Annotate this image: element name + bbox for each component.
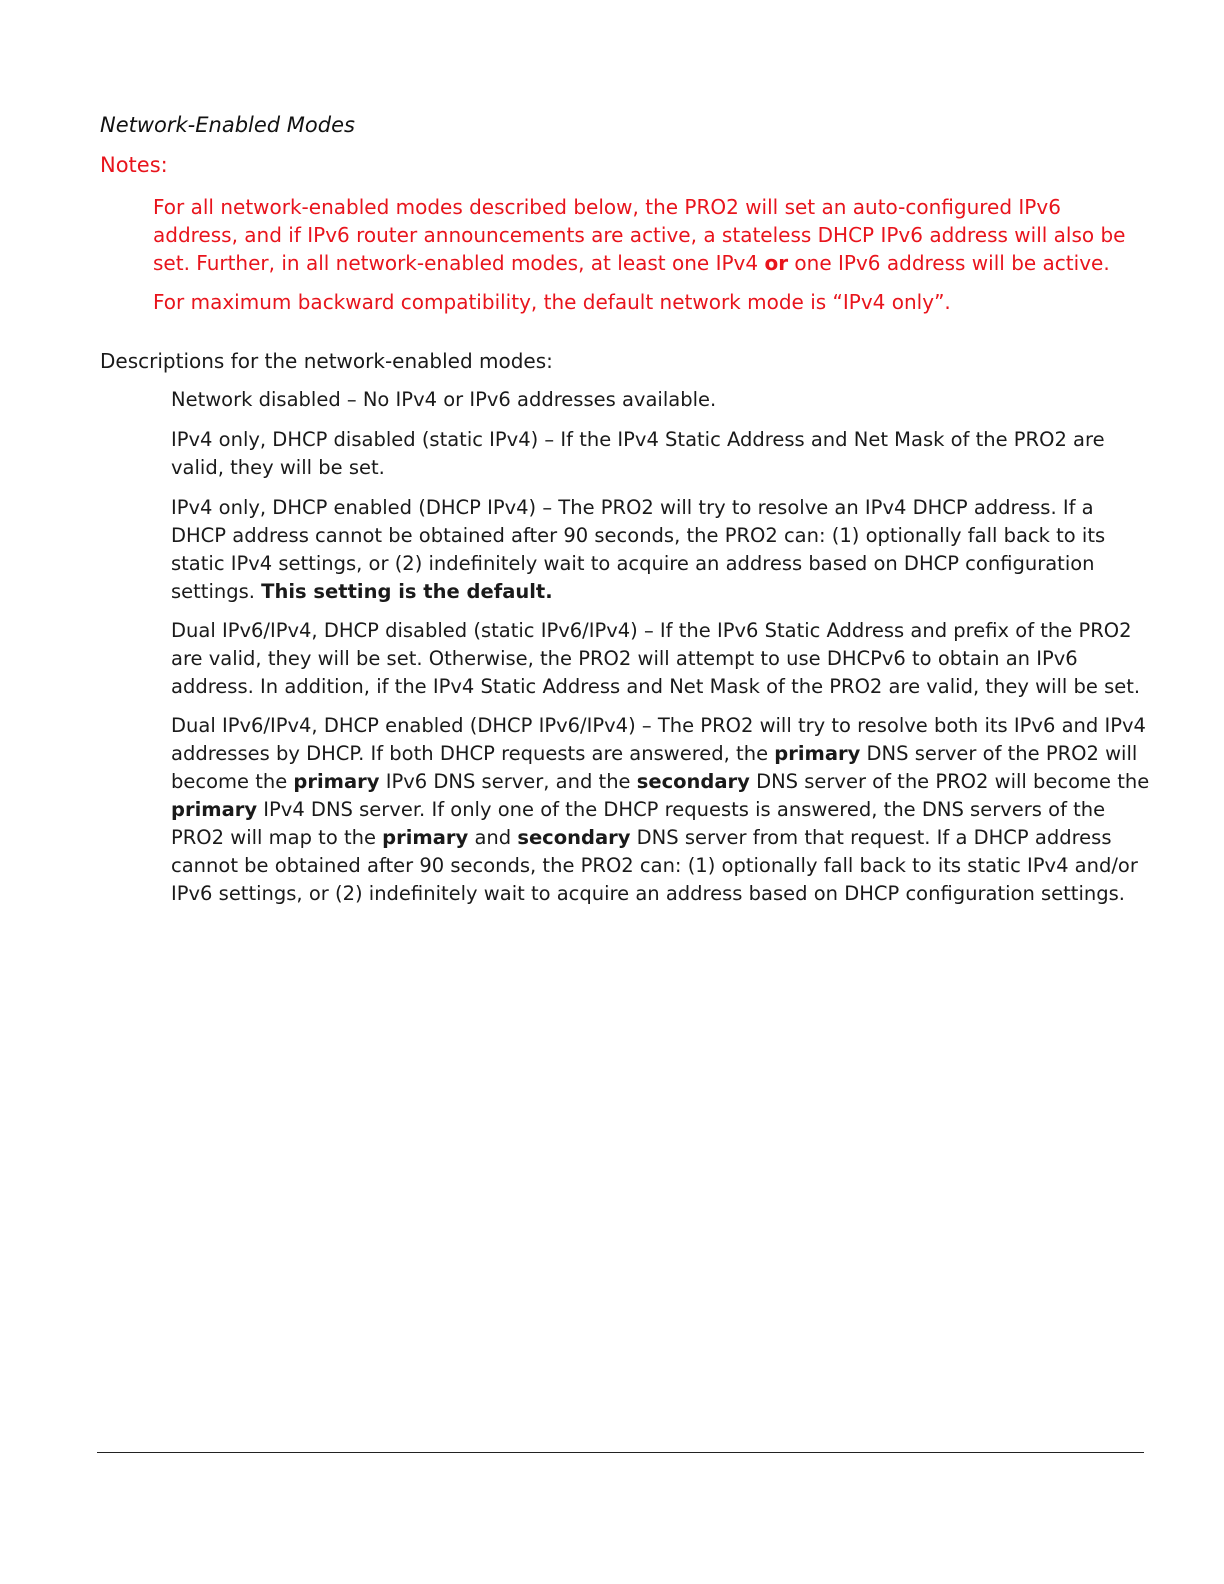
notes-heading: Notes: [100,153,168,177]
mode-text: DNS server of the PRO2 will become the [749,770,1150,793]
emphasis-primary: primary [171,798,258,821]
note-backward-compat: For maximum backward compatibility, the default network mode is “IPv4 only”. [153,290,951,314]
mode-text: DNS server of the PRO2 will become the [171,742,1138,793]
mode-network-disabled: Network disabled – No IPv4 or IPv6 addresses available. [171,388,717,411]
note-emphasis: or [764,251,789,275]
emphasis-secondary: secondary [517,826,631,849]
mode-dual-dhcp [171,712,1151,908]
mode-text: IPv6 DNS server, and the [379,770,637,793]
note-text: For all network-enabled modes described below, the PRO2 will set an auto-configured IPv6 address, and if IPv6 router announcements are active, a stateless DHCP IPv6 address will also be set. Further, in all network-enabled modes, at least one IPv4 [153,195,1126,275]
section-title: Network-Enabled Modes [100,113,355,137]
descriptions-intro: Descriptions for the network-enabled modes: [100,349,553,373]
note-text: one IPv6 address will be active. [788,251,1110,275]
emphasis-secondary: secondary [636,770,750,793]
footer-divider [97,1452,1144,1453]
emphasis-primary: primary [774,742,861,765]
mode-text: DNS server from that request. If a DHCP address cannot be obtained after 90 seconds, the PRO2 can: (1) optionally fall back to its static IPv4 and/or IPv6 settings, or (2) indefinitely wait to acquire an address based on DHCP configuration settings. [171,826,1138,905]
mode-ipv4-static: IPv4 only, DHCP disabled (static IPv4) – If the IPv4 Static Address and Net Mask of the PRO2 are valid, they will be set. [171,428,1105,479]
mode-text: IPv4 DNS server. If only one of the DHCP requests is answered, the DNS servers of the PRO2 will map to the [171,798,1106,849]
mode-text: and [468,826,518,849]
mode-ipv4-dhcp [171,494,1151,606]
emphasis-primary: primary [293,770,380,793]
mode-dual-static: Dual IPv6/IPv4, DHCP disabled (static IPv6/IPv4) – If the IPv6 Static Address and prefix of the PRO2 are valid, they will be set. Otherwise, the PRO2 will attempt to use DHCPv6 to obtain an IPv6 address. In addition, if the IPv4 Static Address and Net Mask of the PRO2 are valid, they will be set. [171,619,1141,698]
note-ipv6-autoconfig [153,193,1143,277]
mode-text: Dual IPv6/IPv4, DHCP enabled (DHCP IPv6/IPv4) – The PRO2 will try to resolve both its IPv6 and IPv4 addresses by DHCP. If both DHCP requests are answered, the [171,714,1146,765]
emphasis-primary: primary [382,826,469,849]
default-setting-note: This setting is the default. [261,580,553,603]
mode-text: IPv4 only, DHCP enabled (DHCP IPv4) – The PRO2 will try to resolve an IPv4 DHCP address. If a DHCP address cannot be obtained after 90 seconds, the PRO2 can: (1) optionally fall back to its static IPv4 settings, or (2) indefinitely wait to acquire an address based on DHCP configuration settings. [171,496,1106,603]
